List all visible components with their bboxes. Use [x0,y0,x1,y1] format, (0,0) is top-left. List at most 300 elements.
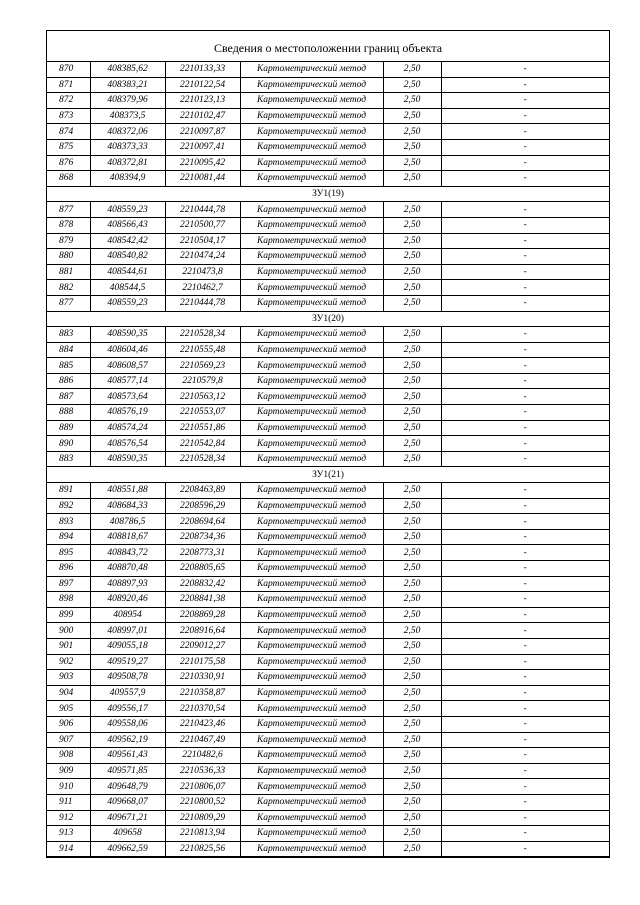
point-number-cell: 868 [47,171,90,187]
description-cell: - [441,592,609,608]
method-cell: Картометрический метод [240,264,383,280]
table-row [47,451,609,467]
description-cell: - [441,93,609,109]
x-coordinate-cell: 408542,42 [90,233,165,249]
description-cell: - [441,732,609,748]
y-coordinate-cell: 2210809,29 [165,810,240,826]
description-cell: - [441,342,609,358]
method-cell: Картометрический метод [240,841,383,857]
point-number-cell: 883 [47,327,90,343]
method-cell: Картометрический метод [240,217,383,233]
table-row [47,171,609,187]
y-coordinate-cell: 2208841,38 [165,592,240,608]
description-cell: - [441,358,609,374]
table-row [47,748,609,764]
accuracy-cell: 2,50 [383,217,441,233]
y-coordinate-cell: 2208463,89 [165,483,240,499]
y-coordinate-cell: 2210528,34 [165,327,240,343]
x-coordinate-cell: 408559,23 [90,202,165,218]
description-cell: - [441,124,609,140]
method-cell: Картометрический метод [240,794,383,810]
description-cell: - [441,607,609,623]
description-cell: - [441,264,609,280]
y-coordinate-cell: 2210813,94 [165,826,240,842]
table-row [47,638,609,654]
description-cell: - [441,545,609,561]
y-coordinate-cell: 2210482,6 [165,748,240,764]
x-coordinate-cell: 408544,5 [90,280,165,296]
table-row [47,373,609,389]
point-number-cell: 872 [47,93,90,109]
point-number-cell: 888 [47,405,90,421]
method-cell: Картометрический метод [240,108,383,124]
description-cell: - [441,576,609,592]
x-coordinate-cell: 408818,67 [90,529,165,545]
table-row [47,763,609,779]
accuracy-cell: 2,50 [383,841,441,857]
point-number-cell: 898 [47,592,90,608]
method-cell: Картометрический метод [240,389,383,405]
accuracy-cell: 2,50 [383,545,441,561]
point-number-cell: 906 [47,716,90,732]
accuracy-cell: 2,50 [383,794,441,810]
point-number-cell: 903 [47,670,90,686]
x-coordinate-cell: 409519,27 [90,654,165,670]
section-row [47,467,609,483]
description-cell: - [441,623,609,639]
table-row [47,716,609,732]
description-cell: - [441,670,609,686]
accuracy-cell: 2,50 [383,77,441,93]
y-coordinate-cell: 2210806,07 [165,779,240,795]
point-number-cell: 874 [47,124,90,140]
point-number-cell: 882 [47,280,90,296]
point-number-cell: 887 [47,389,90,405]
x-coordinate-cell: 408383,21 [90,77,165,93]
table-row [47,202,609,218]
point-number-cell: 875 [47,139,90,155]
description-cell: - [441,202,609,218]
description-cell: - [441,561,609,577]
point-number-cell: 894 [47,529,90,545]
section-label: ЗУ1(21) [47,467,609,483]
table-row [47,576,609,592]
method-cell: Картометрический метод [240,498,383,514]
accuracy-cell: 2,50 [383,62,441,77]
method-cell: Картометрический метод [240,514,383,530]
table-row [47,545,609,561]
table-row [47,514,609,530]
y-coordinate-cell: 2210444,78 [165,295,240,311]
description-cell: - [441,171,609,187]
description-cell: - [441,716,609,732]
method-cell: Картометрический метод [240,342,383,358]
point-number-cell: 912 [47,810,90,826]
accuracy-cell: 2,50 [383,451,441,467]
table-row [47,623,609,639]
table-row [47,498,609,514]
point-number-cell: 876 [47,155,90,171]
method-cell: Картометрический метод [240,701,383,717]
table-row [47,62,609,77]
table-row [47,327,609,343]
accuracy-cell: 2,50 [383,779,441,795]
description-cell: - [441,514,609,530]
x-coordinate-cell: 409562,19 [90,732,165,748]
y-coordinate-cell: 2210102,47 [165,108,240,124]
point-number-cell: 914 [47,841,90,857]
description-cell: - [441,748,609,764]
description-cell: - [441,763,609,779]
y-coordinate-cell: 2210569,23 [165,358,240,374]
description-cell: - [441,779,609,795]
point-number-cell: 900 [47,623,90,639]
point-number-cell: 893 [47,514,90,530]
x-coordinate-cell: 408576,19 [90,405,165,421]
point-number-cell: 901 [47,638,90,654]
table-row [47,779,609,795]
x-coordinate-cell: 408540,82 [90,249,165,265]
description-cell: - [441,529,609,545]
point-number-cell: 890 [47,436,90,452]
x-coordinate-cell: 408786,5 [90,514,165,530]
table-body [47,62,609,857]
accuracy-cell: 2,50 [383,389,441,405]
accuracy-cell: 2,50 [383,124,441,140]
description-cell: - [441,483,609,499]
y-coordinate-cell: 2210553,07 [165,405,240,421]
y-coordinate-cell: 2210423,46 [165,716,240,732]
accuracy-cell: 2,50 [383,685,441,701]
description-cell: - [441,436,609,452]
x-coordinate-cell: 408574,24 [90,420,165,436]
point-number-cell: 878 [47,217,90,233]
method-cell: Картометрический метод [240,654,383,670]
accuracy-cell: 2,50 [383,592,441,608]
accuracy-cell: 2,50 [383,93,441,109]
description-cell: - [441,794,609,810]
method-cell: Картометрический метод [240,638,383,654]
y-coordinate-cell: 2210370,54 [165,701,240,717]
point-number-cell: 891 [47,483,90,499]
method-cell: Картометрический метод [240,77,383,93]
accuracy-cell: 2,50 [383,405,441,421]
accuracy-cell: 2,50 [383,436,441,452]
accuracy-cell: 2,50 [383,280,441,296]
accuracy-cell: 2,50 [383,483,441,499]
description-cell: - [441,249,609,265]
description-cell: - [441,373,609,389]
description-cell: - [441,77,609,93]
accuracy-cell: 2,50 [383,249,441,265]
y-coordinate-cell: 2210825,56 [165,841,240,857]
point-number-cell: 899 [47,607,90,623]
description-cell: - [441,280,609,296]
description-cell: - [441,498,609,514]
method-cell: Картометрический метод [240,405,383,421]
x-coordinate-cell: 409508,78 [90,670,165,686]
description-cell: - [441,233,609,249]
point-number-cell: 902 [47,654,90,670]
section-row [47,311,609,327]
method-cell: Картометрический метод [240,295,383,311]
accuracy-cell: 2,50 [383,576,441,592]
table-row [47,732,609,748]
y-coordinate-cell: 2208694,64 [165,514,240,530]
x-coordinate-cell: 408373,33 [90,139,165,155]
description-cell: - [441,451,609,467]
point-number-cell: 909 [47,763,90,779]
x-coordinate-cell: 408576,54 [90,436,165,452]
description-cell: - [441,405,609,421]
coordinates-sheet [46,30,610,858]
x-coordinate-cell: 409658 [90,826,165,842]
x-coordinate-cell: 408372,81 [90,155,165,171]
table-row [47,108,609,124]
coordinates-table [47,62,609,857]
description-cell: - [441,217,609,233]
y-coordinate-cell: 2210462,7 [165,280,240,296]
section-row [47,186,609,202]
method-cell: Картометрический метод [240,779,383,795]
accuracy-cell: 2,50 [383,638,441,654]
method-cell: Картометрический метод [240,139,383,155]
accuracy-cell: 2,50 [383,233,441,249]
method-cell: Картометрический метод [240,451,383,467]
accuracy-cell: 2,50 [383,732,441,748]
y-coordinate-cell: 2210358,87 [165,685,240,701]
table-row [47,389,609,405]
accuracy-cell: 2,50 [383,498,441,514]
description-cell: - [441,685,609,701]
point-number-cell: 905 [47,701,90,717]
description-cell: - [441,826,609,842]
table-row [47,264,609,280]
table-row [47,841,609,857]
table-row [47,483,609,499]
table-row [47,529,609,545]
y-coordinate-cell: 2210123,13 [165,93,240,109]
y-coordinate-cell: 2209012,27 [165,638,240,654]
y-coordinate-cell: 2210500,77 [165,217,240,233]
method-cell: Картометрический метод [240,592,383,608]
y-coordinate-cell: 2210474,24 [165,249,240,265]
table-row [47,436,609,452]
point-number-cell: 886 [47,373,90,389]
y-coordinate-cell: 2210473,8 [165,264,240,280]
table-row [47,217,609,233]
table-row [47,826,609,842]
method-cell: Картометрический метод [240,249,383,265]
point-number-cell: 895 [47,545,90,561]
method-cell: Картометрический метод [240,670,383,686]
point-number-cell: 881 [47,264,90,280]
point-number-cell: 880 [47,249,90,265]
table-row [47,295,609,311]
table-row [47,592,609,608]
table-row [47,420,609,436]
description-cell: - [441,810,609,826]
x-coordinate-cell: 408379,96 [90,93,165,109]
method-cell: Картометрический метод [240,93,383,109]
x-coordinate-cell: 408566,43 [90,217,165,233]
y-coordinate-cell: 2210081,44 [165,171,240,187]
y-coordinate-cell: 2210504,17 [165,233,240,249]
method-cell: Картометрический метод [240,810,383,826]
accuracy-cell: 2,50 [383,826,441,842]
accuracy-cell: 2,50 [383,327,441,343]
table-row [47,701,609,717]
y-coordinate-cell: 2210175,58 [165,654,240,670]
point-number-cell: 892 [47,498,90,514]
y-coordinate-cell: 2210542,84 [165,436,240,452]
method-cell: Картометрический метод [240,561,383,577]
accuracy-cell: 2,50 [383,155,441,171]
accuracy-cell: 2,50 [383,373,441,389]
table-row [47,654,609,670]
y-coordinate-cell: 2208916,64 [165,623,240,639]
x-coordinate-cell: 408544,61 [90,264,165,280]
y-coordinate-cell: 2210095,42 [165,155,240,171]
description-cell: - [441,841,609,857]
point-number-cell: 913 [47,826,90,842]
x-coordinate-cell: 408920,46 [90,592,165,608]
table-row [47,124,609,140]
method-cell: Картометрический метод [240,202,383,218]
x-coordinate-cell: 409561,43 [90,748,165,764]
accuracy-cell: 2,50 [383,295,441,311]
x-coordinate-cell: 408870,48 [90,561,165,577]
table-row [47,77,609,93]
y-coordinate-cell: 2210579,8 [165,373,240,389]
table-row [47,794,609,810]
y-coordinate-cell: 2210800,52 [165,794,240,810]
description-cell: - [441,108,609,124]
point-number-cell: 907 [47,732,90,748]
description-cell: - [441,389,609,405]
point-number-cell: 873 [47,108,90,124]
method-cell: Картометрический метод [240,529,383,545]
x-coordinate-cell: 408897,93 [90,576,165,592]
description-cell: - [441,420,609,436]
description-cell: - [441,638,609,654]
point-number-cell: 897 [47,576,90,592]
method-cell: Картометрический метод [240,280,383,296]
accuracy-cell: 2,50 [383,529,441,545]
accuracy-cell: 2,50 [383,514,441,530]
accuracy-cell: 2,50 [383,607,441,623]
method-cell: Картометрический метод [240,420,383,436]
y-coordinate-cell: 2210330,91 [165,670,240,686]
description-cell: - [441,155,609,171]
accuracy-cell: 2,50 [383,108,441,124]
x-coordinate-cell: 408372,06 [90,124,165,140]
x-coordinate-cell: 408608,57 [90,358,165,374]
x-coordinate-cell: 408684,33 [90,498,165,514]
table-row [47,233,609,249]
y-coordinate-cell: 2210528,34 [165,451,240,467]
x-coordinate-cell: 409557,9 [90,685,165,701]
accuracy-cell: 2,50 [383,763,441,779]
y-coordinate-cell: 2210097,87 [165,124,240,140]
description-cell: - [441,62,609,77]
accuracy-cell: 2,50 [383,202,441,218]
description-cell: - [441,654,609,670]
x-coordinate-cell: 409662,59 [90,841,165,857]
y-coordinate-cell: 2210097,41 [165,139,240,155]
method-cell: Картометрический метод [240,732,383,748]
method-cell: Картометрический метод [240,623,383,639]
x-coordinate-cell: 408551,88 [90,483,165,499]
accuracy-cell: 2,50 [383,358,441,374]
x-coordinate-cell: 409648,79 [90,779,165,795]
table-row [47,670,609,686]
method-cell: Картометрический метод [240,763,383,779]
accuracy-cell: 2,50 [383,420,441,436]
y-coordinate-cell: 2210563,12 [165,389,240,405]
table-row [47,249,609,265]
x-coordinate-cell: 409558,06 [90,716,165,732]
x-coordinate-cell: 408573,64 [90,389,165,405]
method-cell: Картометрический метод [240,171,383,187]
x-coordinate-cell: 408843,72 [90,545,165,561]
method-cell: Картометрический метод [240,748,383,764]
method-cell: Картометрический метод [240,483,383,499]
accuracy-cell: 2,50 [383,561,441,577]
accuracy-cell: 2,50 [383,654,441,670]
y-coordinate-cell: 2210122,54 [165,77,240,93]
x-coordinate-cell: 409055,18 [90,638,165,654]
section-label: ЗУ1(20) [47,311,609,327]
table-row [47,607,609,623]
table-row [47,155,609,171]
accuracy-cell: 2,50 [383,623,441,639]
point-number-cell: 879 [47,233,90,249]
accuracy-cell: 2,50 [383,748,441,764]
x-coordinate-cell: 408997,01 [90,623,165,639]
y-coordinate-cell: 2208805,65 [165,561,240,577]
accuracy-cell: 2,50 [383,716,441,732]
page-title: Сведения о местоположении границ объекта [47,31,609,62]
table-row [47,561,609,577]
point-number-cell: 884 [47,342,90,358]
table-row [47,93,609,109]
accuracy-cell: 2,50 [383,701,441,717]
method-cell: Картометрический метод [240,233,383,249]
description-cell: - [441,701,609,717]
method-cell: Картометрический метод [240,155,383,171]
method-cell: Картометрический метод [240,327,383,343]
x-coordinate-cell: 408954 [90,607,165,623]
point-number-cell: 911 [47,794,90,810]
x-coordinate-cell: 408590,35 [90,327,165,343]
description-cell: - [441,139,609,155]
y-coordinate-cell: 2210536,33 [165,763,240,779]
x-coordinate-cell: 409668,07 [90,794,165,810]
point-number-cell: 877 [47,295,90,311]
y-coordinate-cell: 2208596,29 [165,498,240,514]
x-coordinate-cell: 408373,5 [90,108,165,124]
point-number-cell: 877 [47,202,90,218]
method-cell: Картометрический метод [240,124,383,140]
accuracy-cell: 2,50 [383,670,441,686]
y-coordinate-cell: 2208734,36 [165,529,240,545]
description-cell: - [441,327,609,343]
method-cell: Картометрический метод [240,576,383,592]
method-cell: Картометрический метод [240,545,383,561]
x-coordinate-cell: 408385,62 [90,62,165,77]
x-coordinate-cell: 409671,21 [90,810,165,826]
